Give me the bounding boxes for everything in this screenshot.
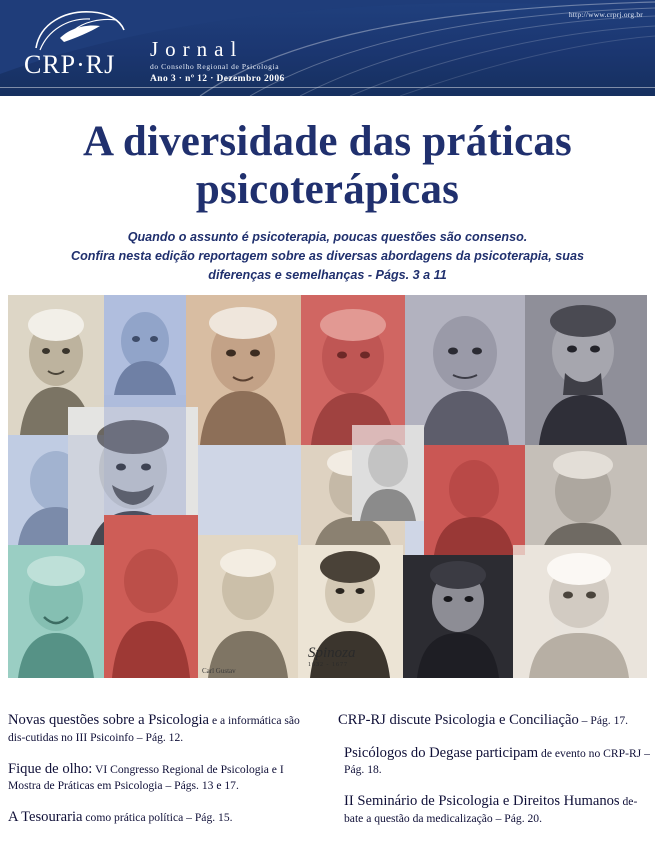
portrait-image xyxy=(186,295,301,445)
masthead-issue-line: Ano 3 · nº 12 · Dezembro 2006 xyxy=(150,74,285,84)
masthead-subtitle: do Conselho Regional de Psicologia xyxy=(150,62,280,71)
portrait-image xyxy=(104,295,186,395)
caption-spinoza-name: Spinoza xyxy=(308,644,356,661)
portrait-image xyxy=(424,445,525,555)
headline-deck xyxy=(22,228,633,285)
collage-portrait-12 xyxy=(424,445,525,555)
portrait-image xyxy=(301,295,405,445)
collage-portrait-6-freud xyxy=(525,295,647,445)
crp-rj-logo-text: CRP·RJ xyxy=(24,50,116,79)
index-item-rest: como prática política – Pág. 15. xyxy=(82,811,233,825)
portrait-image xyxy=(513,545,647,678)
collage-portrait-15 xyxy=(104,515,198,678)
portrait-image xyxy=(8,545,104,678)
portrait-collage xyxy=(8,295,647,678)
collage-portrait-3 xyxy=(186,295,301,445)
index-item-psicoinfo[interactable] xyxy=(8,711,318,746)
collage-portrait-16-carl-gustav xyxy=(198,535,298,678)
index-item-lead: Psicólogos do Degase participam xyxy=(344,744,539,761)
caption-carl-jung: Carl Gustav xyxy=(202,666,236,675)
masthead-title-block xyxy=(150,38,285,90)
headline-line-1: A diversidade das práticas xyxy=(83,118,572,165)
portrait-image xyxy=(104,515,198,678)
index-item-lead: Fique de olho: xyxy=(8,760,93,777)
collage-portrait-11 xyxy=(352,425,424,521)
deck-line-1: Quando o assunto é psicoterapia, poucas questões são consenso. xyxy=(127,230,528,245)
collage-portrait-19 xyxy=(513,545,647,678)
bird-logo-icon xyxy=(30,8,126,54)
portrait-image xyxy=(352,425,424,521)
index-column-left xyxy=(8,711,318,841)
caption-spinoza xyxy=(308,645,356,668)
collage-portrait-5 xyxy=(405,295,525,445)
collage-portrait-14 xyxy=(8,545,104,678)
index-item-fique-de-olho[interactable] xyxy=(8,760,318,795)
collage-portrait-2 xyxy=(104,295,186,395)
index-item-rest: VI Congresso Regional de Psicologia e I Mostra de Práticas em Psicologia – Págs. 13 e 17. xyxy=(8,762,284,793)
index-item-rest: de-bate a questão da medicalização – Pág. 20. xyxy=(344,795,638,825)
deck-line-3: diferenças e semelhanças - Págs. 3 a 11 xyxy=(208,268,447,283)
front-page-index xyxy=(0,705,655,863)
portrait-image xyxy=(198,535,298,678)
index-item-direitos-humanos[interactable] xyxy=(344,792,650,827)
collage-portrait-18 xyxy=(403,555,513,678)
index-item-lead: II Seminário de Psicologia e Direitos Humanos xyxy=(344,793,620,810)
masthead-brand-group xyxy=(18,6,285,90)
collage-portrait-17-spinoza xyxy=(298,545,403,678)
index-item-tesouraria[interactable] xyxy=(8,808,318,827)
masthead xyxy=(0,0,655,96)
masthead-website-url[interactable]: http://www.crprj.org.br xyxy=(568,10,643,19)
index-item-rest: de evento no CRP-RJ – Pág. 18. xyxy=(344,746,650,777)
headline-line-2: psicoterápicas xyxy=(195,166,460,214)
index-item-lead: A Tesouraria xyxy=(8,809,83,826)
index-item-lead: CRP-RJ discute Psicologia e Conciliação xyxy=(338,712,579,728)
collage-portrait-4 xyxy=(301,295,405,445)
index-item-degase[interactable] xyxy=(344,744,650,779)
index-item-lead: Novas questões sobre a Psicologia xyxy=(8,712,210,728)
masthead-jornal-word: Jornal xyxy=(150,36,244,61)
caption-spinoza-dates: 1632 - 1677 xyxy=(308,661,348,668)
index-item-rest: e a informática são dis-cutidas no III Psicoinfo – Pág. 12. xyxy=(8,714,300,744)
masthead-divider xyxy=(0,87,655,88)
portrait-image xyxy=(405,295,525,445)
page-title xyxy=(40,118,615,214)
index-column-right xyxy=(338,711,650,841)
index-item-rest: – Pág. 17. xyxy=(578,714,629,727)
crp-rj-logo xyxy=(18,6,138,90)
portrait-image xyxy=(403,555,513,678)
deck-line-2: Confira nesta edição reportagem sobre as diversas abordagens da psicoterapia, suas xyxy=(70,249,585,264)
portrait-image xyxy=(525,295,647,445)
index-item-conciliacao[interactable] xyxy=(338,711,650,730)
